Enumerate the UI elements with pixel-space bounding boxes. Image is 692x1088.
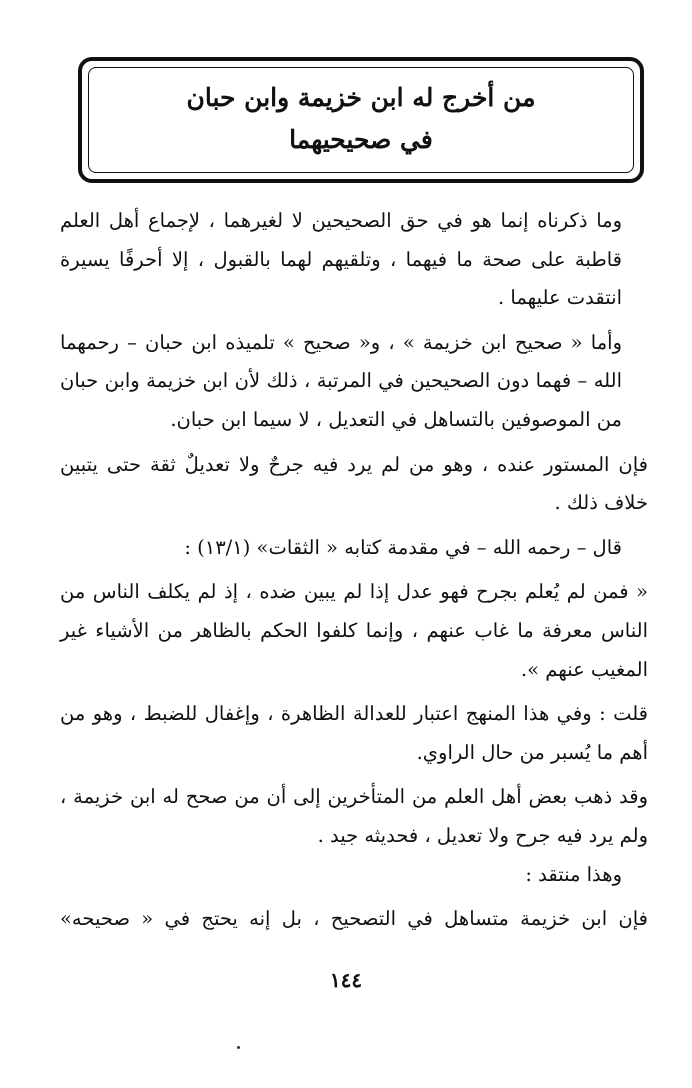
paragraph-2: وأما « صحيح ابن خزيمة » ، و« صحيح » تلميذه ابن حبان – رحمهما الله – فهما دون الصحيحين في المرتبة ، ذلك لأن ابن خزيمة وابن حبان من الموصوفين بالتساهل في التعديل ، لا سيما ابن حبان. — [60, 330, 622, 431]
stray-mark — [237, 1046, 240, 1049]
paragraph-3: فإن المستور عنده ، وهو من لم يرد فيه جرحٌ ولا تعديلٌ ثقة حتى يتبين خلاف ذلك . — [60, 452, 648, 515]
page-number: ١٤٤ — [329, 968, 363, 992]
paragraph-8: وهذا منتقد : — [525, 862, 622, 886]
body-text — [60, 202, 648, 939]
paragraph-7: وقد ذهب بعض أهل العلم من المتأخرين إلى أن من صحح له ابن خزيمة ، ولم يرد فيه جرح ولا تعديل ، فحديثه جيد . — [60, 785, 648, 847]
chapter-title-line-1: من أخرج له ابن خزيمة وابن حبان — [186, 83, 536, 112]
paragraph-6-comment: قلت : وفي هذا المنهج اعتبار للعدالة الظاهرة ، وإغفال للضبط ، وهو من أهم ما يُسبر من حال الراوي. — [60, 702, 648, 764]
paragraph-1: وما ذكرناه إنما هو في حق الصحيحين لا لغيرهما ، لإجماع أهل العلم قاطبة على صحة ما فيهما ، وتلقيهم لهما بالقبول ، إلا أحرفًا يسيرة انتقدت عليهما . — [60, 209, 622, 310]
paragraph-4-quote-intro: قال – رحمه الله – في مقدمة كتابه « الثقات» (١٣/١) : — [184, 535, 622, 559]
chapter-title-line-2: في صحيحيهما — [289, 125, 433, 154]
paragraph-9: فإن ابن خزيمة متساهل في التصحيح ، بل إنه يحتج في « صحيحه» — [60, 907, 648, 931]
title-frame — [78, 57, 644, 183]
paragraph-5-quote: « فمن لم يُعلم بجرح فهو عدل إذا لم يبين ضده ، إذ لم يكلف الناس من الناس معرفة ما غاب عنهم ، وإنما كلفوا الحكم بالظاهر من الأشياء غير المغيب عنهم ». — [60, 580, 648, 681]
